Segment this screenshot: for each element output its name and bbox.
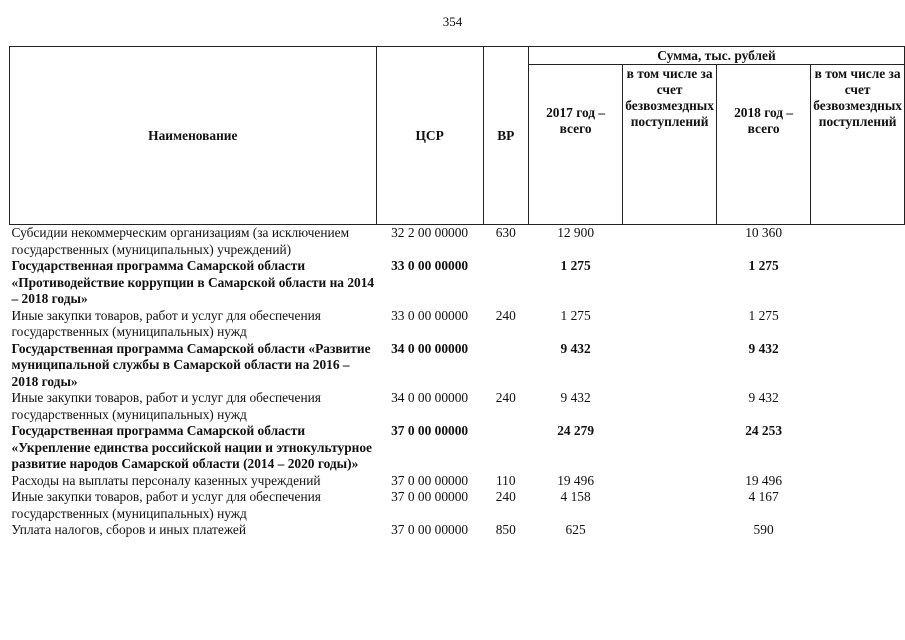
row-2017-free [623,225,717,259]
row-2018-free [811,423,905,473]
row-2017-total: 1 275 [560,307,591,323]
row-2017-total: 19 496 [557,472,595,488]
table-row [10,225,905,259]
row-csr: 37 0 00 00000 [391,489,469,504]
table-row [10,522,905,539]
row-name: Субсидии некоммерческим организациям (за исключением государственных (муниципальных) учреждений) [11,225,350,257]
row-2018-free [811,390,905,423]
row-2018-total: 590 [753,522,774,537]
row-2018-total: 9 432 [748,390,779,405]
row-2017-total: 625 [565,522,586,537]
row-2017-free [623,423,717,473]
row-csr: 34 0 00 00000 [391,340,469,356]
row-vr: 240 [495,489,516,504]
row-csr: 37 0 00 00000 [391,423,469,438]
header-csr: ЦСР [376,47,483,225]
row-csr: 33 0 00 00000 [391,307,469,323]
row-name: Иные закупки товаров, работ и услуг для обеспечения государственных (муниципальных) нужд [11,307,321,339]
table-row [10,390,905,423]
row-name: Расходы на выплаты персоналу казенных учреждений [11,472,321,488]
row-csr: 37 0 00 00000 [391,472,469,488]
row-vr [483,423,528,473]
row-2017-free [623,489,717,522]
row-2017-free [623,258,717,308]
row-name: Иные закупки товаров, работ и услуг для обеспечения государственных (муниципальных) нужд [11,390,321,422]
row-name: Государственная программа Самарской области «Укрепление единства российской нации и этнокультурное развитие народов Самарской области (2014 – 2020 годы)» [11,423,372,471]
table-row [10,473,905,490]
row-2017-total: 9 432 [560,340,591,356]
row-2018-free [811,258,905,308]
row-2018-free [811,489,905,522]
row-vr: 110 [495,472,516,488]
row-2018-total: 4 167 [748,489,779,504]
row-2018-total: 24 253 [745,423,783,438]
header-name: Наименование [10,47,377,225]
row-2018-free [811,341,905,391]
row-vr: 850 [495,522,516,537]
row-name: Уплата налогов, сборов и иных платежей [11,522,247,537]
row-2018-free [811,308,905,341]
row-csr: 37 0 00 00000 [391,522,469,537]
row-csr: 34 0 00 00000 [391,390,469,405]
header-2018-free: в том числе за счет безвозмездных поступлений [811,65,905,225]
row-2018-total: 10 360 [745,225,783,240]
row-csr: 33 0 00 00000 [391,258,469,273]
row-2018-total: 19 496 [745,472,783,488]
table-row [10,308,905,341]
page-number: 354 [442,14,463,29]
header-2017-free: в том числе за счет безвозмездных поступлений [623,65,717,225]
row-2017-total: 12 900 [557,225,595,240]
row-2017-total: 9 432 [560,390,591,405]
row-vr [483,258,528,308]
row-name: Государственная программа Самарской области «Противодействие коррупции в Самарской области на 2014 – 2018 годы» [11,258,375,306]
table-row [10,341,905,391]
table-header [10,47,905,225]
row-2017-total: 24 279 [557,423,595,438]
row-vr: 630 [495,225,516,240]
table-row [10,258,905,308]
row-2017-total: 1 275 [560,258,591,273]
row-vr: 240 [495,390,516,405]
header-sum: Сумма, тыс. рублей [528,47,904,65]
header-2017-total: 2017 год – всего [528,65,622,225]
row-2017-free [623,522,717,539]
row-2018-total: 1 275 [748,307,779,323]
row-vr: 240 [495,307,516,323]
row-2018-free [811,225,905,259]
header-vr: ВР [483,47,528,225]
row-2018-free [811,522,905,539]
row-name: Государственная программа Самарской области «Развитие муниципальной службы в Самарской области на 2016 – 2018 годы» [11,340,371,389]
row-2018-total: 9 432 [748,340,779,356]
row-2017-total: 4 158 [560,489,591,504]
row-2017-free [623,390,717,423]
row-vr [483,341,528,391]
row-name: Иные закупки товаров, работ и услуг для обеспечения государственных (муниципальных) нужд [11,489,321,521]
row-2018-total: 1 275 [748,258,779,273]
row-2017-free [623,341,717,391]
row-2017-free [623,473,717,490]
budget-table [9,46,905,539]
header-2018-total: 2018 год – всего [716,65,810,225]
table-row [10,423,905,473]
row-2017-free [623,308,717,341]
row-csr: 32 2 00 00000 [391,225,469,240]
table-row [10,489,905,522]
table-body [10,225,905,539]
row-2018-free [811,473,905,490]
